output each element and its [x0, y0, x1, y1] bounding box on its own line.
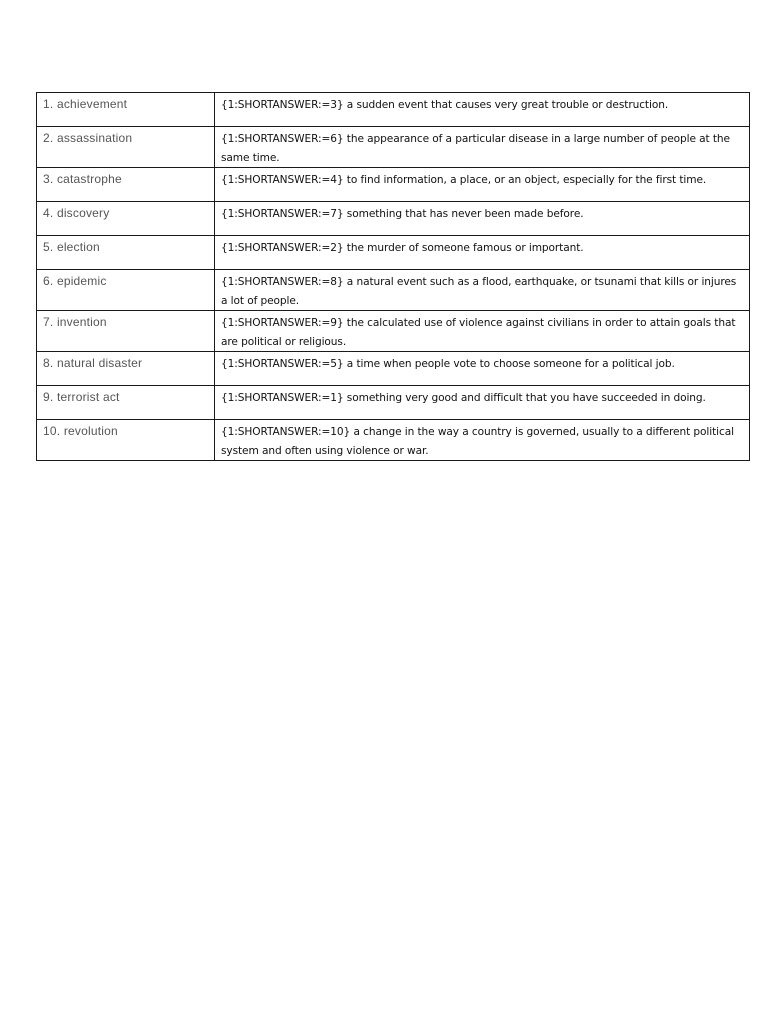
definition-cell [215, 420, 750, 461]
definition-text: {1:SHORTANSWER:=1} something very good and difficult that you have succeeded in doing. [221, 392, 706, 404]
definition-cell [215, 202, 750, 236]
word-cell [37, 93, 215, 127]
definition-text: {1:SHORTANSWER:=2} the murder of someone famous or important. [221, 242, 584, 254]
definition-cell [215, 168, 750, 202]
word-label: 5. election [43, 240, 100, 254]
definition-text: {1:SHORTANSWER:=4} to find information, a place, or an object, especially for the first time. [221, 174, 707, 186]
word-label: 1. achievement [43, 97, 128, 111]
table-row [37, 311, 750, 352]
table-row [37, 386, 750, 420]
word-cell [37, 352, 215, 386]
word-cell [37, 236, 215, 270]
word-label: 10. revolution [43, 424, 118, 438]
word-label: 4. discovery [43, 206, 110, 220]
definition-text: {1:SHORTANSWER:=6} the appearance of a particular disease in a large number of people at the same time. [221, 133, 730, 164]
word-label: 7. invention [43, 315, 107, 329]
word-label: 8. natural disaster [43, 356, 143, 370]
word-label: 9. terrorist act [43, 390, 120, 404]
definition-text: {1:SHORTANSWER:=8} a natural event such as a flood, earthquake, or tsunami that kills or injures a lot of people. [221, 276, 737, 307]
definition-text: {1:SHORTANSWER:=5} a time when people vote to choose someone for a political job. [221, 358, 675, 370]
table-row [37, 168, 750, 202]
word-cell [37, 168, 215, 202]
word-label: 3. catastrophe [43, 172, 122, 186]
word-cell [37, 420, 215, 461]
table-row [37, 420, 750, 461]
definition-cell [215, 352, 750, 386]
definition-cell [215, 236, 750, 270]
word-label: 6. epidemic [43, 274, 107, 288]
table-row [37, 270, 750, 311]
table-row [37, 93, 750, 127]
definition-cell [215, 127, 750, 168]
definition-text: {1:SHORTANSWER:=9} the calculated use of violence against civilians in order to attain goals that are political or religious. [221, 317, 736, 348]
table-row [37, 127, 750, 168]
word-cell [37, 127, 215, 168]
table-row [37, 236, 750, 270]
word-cell [37, 202, 215, 236]
definition-cell [215, 386, 750, 420]
word-cell [37, 386, 215, 420]
word-cell [37, 270, 215, 311]
definition-cell [215, 311, 750, 352]
table-row [37, 202, 750, 236]
definition-text: {1:SHORTANSWER:=10} a change in the way a country is governed, usually to a different political system and often using violence or war. [221, 426, 734, 457]
definition-cell [215, 93, 750, 127]
definition-text: {1:SHORTANSWER:=3} a sudden event that causes very great trouble or destruction. [221, 99, 669, 111]
table-row [37, 352, 750, 386]
vocabulary-matching-table [36, 92, 750, 461]
definition-text: {1:SHORTANSWER:=7} something that has never been made before. [221, 208, 584, 220]
word-label: 2. assassination [43, 131, 133, 145]
definition-cell [215, 270, 750, 311]
word-cell [37, 311, 215, 352]
